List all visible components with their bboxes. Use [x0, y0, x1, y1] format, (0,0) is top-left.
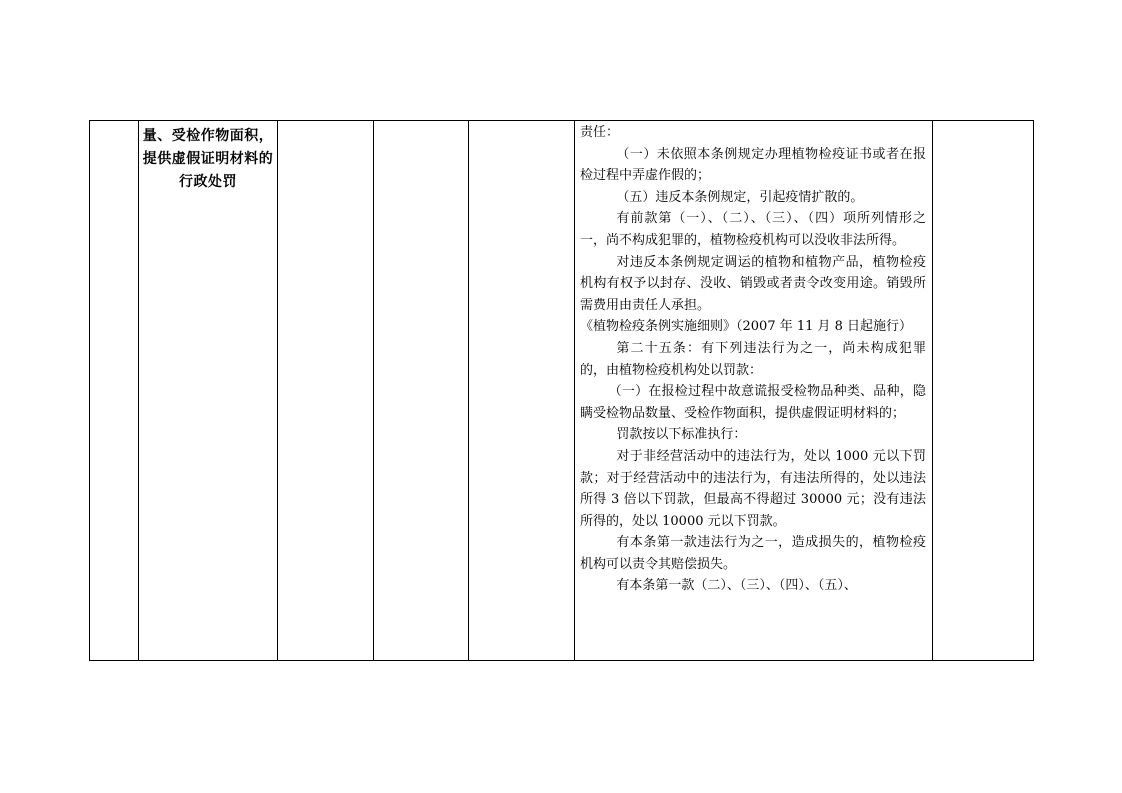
- legal-basis-paragraph: （一）未依照本条例规定办理植物检疫证书或者在报检过程中弄虚作假的；: [580, 146, 926, 184]
- legal-basis-paragraph: 有本条第一款违法行为之一，造成损失的，植物检疫机构可以责令其赔偿损失。: [580, 535, 926, 572]
- legal-basis-paragraph: 罚款按以下标准执行：: [616, 427, 747, 443]
- column-divider: [468, 121, 469, 660]
- legal-basis-paragraph: 有前款第（一）、（二）、（三）、（四）项所列情形之一，尚不构成犯罪的，植物检疫机构可以没收非法所得。: [580, 211, 926, 248]
- legal-basis-cell: [580, 122, 926, 597]
- legal-basis-paragraph: （一）在报检过程中故意谎报受检物品种类、品种，隐瞒受检物品数量、受检作物面积，提供虚假证明材料的；: [580, 384, 926, 421]
- column-divider: [373, 121, 374, 660]
- legal-basis-paragraph: 对于非经营活动中的违法行为，处以 1000 元以下罚款；对于经营活动中的违法行为，有违法所得的，处以违法所得 3 倍以下罚款，但最高不得超过 30000 元；没有违法所得的，处以 10000 元以下罚款。: [580, 448, 926, 529]
- legal-basis-paragraph: 《植物检疫条例实施细则》（2007 年 11 月 8 日起施行）: [580, 319, 913, 335]
- column-divider: [932, 121, 933, 660]
- document-table: [89, 120, 1034, 661]
- column-divider: [277, 121, 278, 660]
- legal-basis-paragraph: 有本条第一款（二）、（三）、（四）、（五）、: [616, 578, 857, 594]
- legal-basis-paragraph: 第二十五条：有下列违法行为之一，尚未构成犯罪的，由植物检疫机构处以罚款：: [580, 340, 926, 378]
- column-divider: [138, 121, 139, 660]
- item-name-cell: 量、受检作物面积，提供虚假证明材料的行政处罚: [142, 128, 274, 190]
- legal-basis-paragraph: 对违反本条例规定调运的植物和植物产品，植物检疫机构有权予以封存、没收、销毁或者责令改变用途。销毁所需费用由责任人承担。: [580, 254, 926, 313]
- legal-basis-paragraph: （五）违反本条例规定，引起疫情扩散的。: [616, 189, 864, 205]
- legal-basis-paragraph: 责任：: [580, 125, 620, 140]
- column-divider: [574, 121, 575, 660]
